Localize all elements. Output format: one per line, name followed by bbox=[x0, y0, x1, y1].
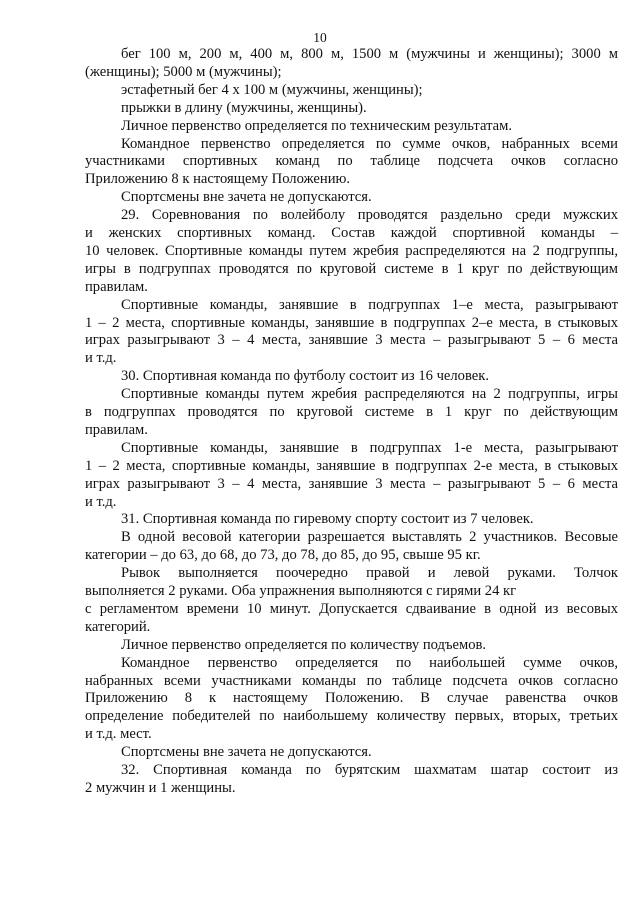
text-line: Спортсмены вне зачета не допускаются. bbox=[121, 189, 372, 206]
text-line: 1 – 2 места, спортивные команды, занявшие в подгруппах 2-е места, в стыковых bbox=[85, 457, 618, 474]
text-line: Приложению 8 к настоящему Положению. В случае равенства очков bbox=[85, 690, 618, 707]
text-line: эстафетный бег 4 х 100 м (мужчины, женщины); bbox=[121, 81, 423, 98]
text-line: набранных всеми участниками команды по таблице подсчета очков согласно bbox=[85, 672, 618, 689]
text-line: Личное первенство определяется по техническим результатам. bbox=[121, 117, 512, 134]
text-line: и т.д. мест. bbox=[85, 726, 152, 743]
text-line: правилам. bbox=[85, 278, 148, 295]
text-line: (женщины); 5000 м (мужчины); bbox=[85, 63, 282, 80]
text-line: Спортсмены вне зачета не допускаются. bbox=[121, 744, 372, 761]
text-line: и женских спортивных команд. Состав каждой спортивной команды – bbox=[85, 225, 618, 241]
page-number: 10 bbox=[313, 30, 327, 45]
text-line: в подгруппах проводятся по круговой системе в 1 круг по действующим bbox=[85, 404, 618, 420]
text-line: Приложению 8 к настоящему Положению. bbox=[85, 171, 351, 188]
text-line: и т.д. bbox=[85, 350, 117, 367]
text-line: Спортивные команды путем жребия распределяются на 2 подгруппы, игры bbox=[121, 386, 618, 403]
text-line: 31. Спортивная команда по гиревому спорту состоит из 7 человек. bbox=[121, 511, 534, 528]
text-line: Спортивные команды, занявшие в подгруппах 1–е места, разыгрывают bbox=[121, 296, 618, 313]
text-line: 30. Спортивная команда по футболу состоит из 16 человек. bbox=[121, 368, 489, 385]
text-line: играх разыгрывают 3 – 4 места, занявшие 3 места – разыгрывают 5 – 6 места bbox=[85, 475, 618, 492]
text-line: с регламентом времени 10 минут. Допускается сдваивание в одной из весовых bbox=[85, 600, 618, 617]
text-line: выполняется 2 руками. Оба упражнения выполняются с гирями 24 кг bbox=[85, 583, 517, 599]
text-line: 32. Спортивная команда по бурятским шахматам шатар состоит из bbox=[121, 762, 618, 778]
text-line: Командное первенство определяется по наибольшей сумме очков, bbox=[121, 654, 618, 671]
text-line: 2 мужчин и 1 женщины. bbox=[85, 779, 236, 796]
text-line: 10 человек. Спортивные команды путем жребия распределяются на 2 подгруппы, bbox=[85, 242, 618, 259]
text-line: правилам. bbox=[85, 421, 148, 438]
text-line: участниками спортивных команд по таблице подсчета очков согласно bbox=[85, 153, 618, 170]
text-line: игры в подгруппах проводятся по круговой системе в 1 круг по действующим bbox=[85, 260, 618, 277]
text-line: 1 – 2 места, спортивные команды, занявшие в подгруппах 2–е места, в стыковых bbox=[85, 314, 618, 331]
text-line: В одной весовой категории разрешается выставлять 2 участников. Весовые bbox=[121, 529, 618, 546]
text-line: играх разыгрывают 3 – 4 места, занявшие 3 места – разыгрывают 5 – 6 места bbox=[85, 332, 618, 349]
text-line: Командное первенство определяется по сумме очков, набранных всеми bbox=[121, 135, 618, 152]
text-line: и т.д. bbox=[85, 493, 117, 510]
text-line: Рывок выполняется поочередно правой и левой руками. Толчок bbox=[121, 565, 618, 582]
text-line: бег 100 м, 200 м, 400 м, 800 м, 1500 м (мужчины и женщины); 3000 м bbox=[121, 46, 618, 62]
text-line: категории – до 63, до 68, до 73, до 78, до 85, до 95, свыше 95 кг. bbox=[85, 547, 481, 564]
text-line: Спортивные команды, занявшие в подгруппах 1-е места, разыгрывают bbox=[121, 439, 618, 456]
text-line: Личное первенство определяется по количеству подъемов. bbox=[121, 636, 487, 653]
text-line: прыжки в длину (мужчины, женщины). bbox=[121, 99, 367, 116]
text-line: определение победителей по наибольшему количеству первых, вторых, третьих bbox=[85, 708, 618, 725]
text-line: 29. Соревнования по волейболу проводятся раздельно среди мужских bbox=[121, 207, 618, 224]
text-line: категорий. bbox=[85, 618, 151, 635]
